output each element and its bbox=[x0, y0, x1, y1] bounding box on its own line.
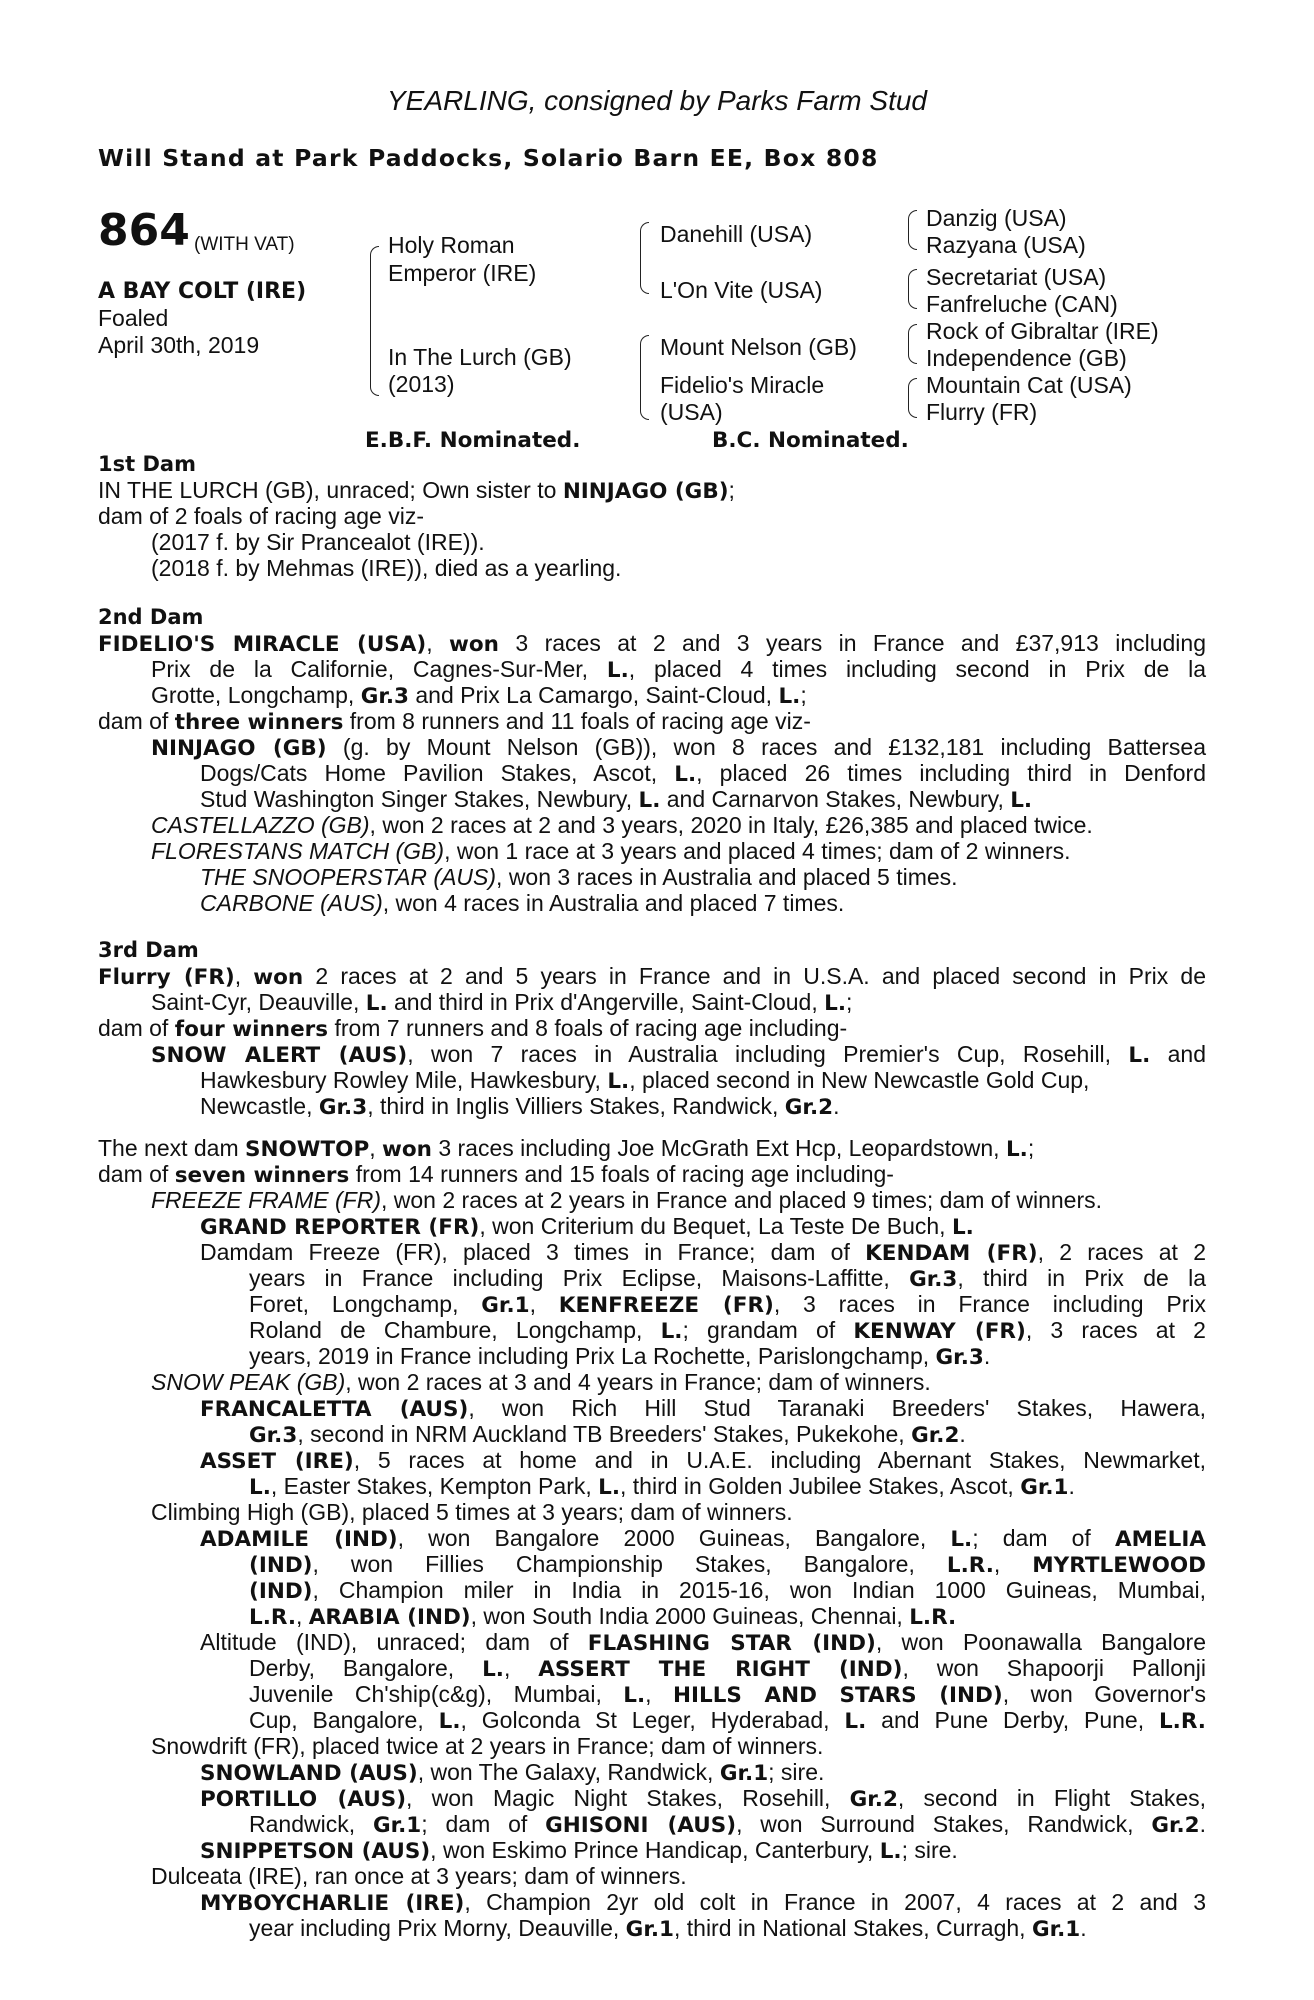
horse-name: SNOWLAND (AUS) bbox=[200, 1761, 418, 1786]
text-run: , won 3 races in Australia and placed 5 times. bbox=[496, 864, 958, 890]
pedigree-sds: Secretariat (USA) bbox=[926, 264, 1107, 290]
text-run: , bbox=[529, 1291, 559, 1317]
text-line bbox=[249, 1266, 1206, 1293]
third-dam-section bbox=[98, 938, 1208, 1123]
horse-name: FLASHING STAR (IND) bbox=[587, 1631, 876, 1656]
text-run: , placed 4 times including second in Prix de la bbox=[628, 656, 1206, 682]
horse-name: THE SNOOPERSTAR (AUS) bbox=[200, 864, 497, 890]
race-grade: L. bbox=[1128, 1043, 1151, 1068]
text-run: , 3 races in France including Prix bbox=[773, 1291, 1206, 1317]
text-run: years in France including Prix Eclipse, Maisons-Laffitte, bbox=[249, 1265, 910, 1291]
text-run: , won 2 races at 3 and 4 years in France; dam of winners. bbox=[345, 1369, 931, 1395]
section-heading: 2nd Dam bbox=[98, 605, 204, 629]
race-grade: L.R. bbox=[909, 1605, 957, 1630]
pedigree-brace bbox=[908, 378, 917, 418]
text-line bbox=[151, 1734, 823, 1760]
text-run: Hawkesbury Rowley Mile, Hawkesbury, bbox=[200, 1067, 608, 1093]
text-run: Juvenile Ch'ship(c&g), Mumbai, bbox=[249, 1681, 624, 1707]
race-grade: Gr.2 bbox=[849, 1787, 898, 1812]
text-line bbox=[200, 891, 844, 917]
race-grade: L. bbox=[844, 1709, 867, 1734]
bold-term: won bbox=[449, 632, 499, 657]
text-line bbox=[151, 1864, 687, 1890]
text-run: Foret, Longchamp, bbox=[249, 1291, 482, 1317]
text-line bbox=[249, 1604, 956, 1631]
text-line bbox=[200, 1396, 1206, 1423]
bc-nominated: B.C. Nominated. bbox=[712, 428, 909, 453]
text-line bbox=[249, 1916, 1087, 1943]
horse-name: SNIPPETSON (AUS) bbox=[200, 1839, 431, 1864]
pedigree-ds: Mount Nelson (GB) bbox=[660, 334, 857, 360]
pedigree-ddd: Flurry (FR) bbox=[926, 399, 1038, 425]
race-grade: Gr.3 bbox=[935, 1345, 984, 1370]
pedigree-sire-1: Holy Roman bbox=[388, 232, 515, 258]
pedigree-dsd: Independence (GB) bbox=[926, 345, 1127, 371]
text-run: . bbox=[833, 1093, 840, 1119]
text-line bbox=[151, 1370, 931, 1396]
text-line bbox=[200, 1448, 1206, 1475]
bold-term: three winners bbox=[174, 710, 344, 735]
text-run: Dulceata (IRE), ran once at 3 years; dam of winners. bbox=[151, 1863, 687, 1889]
text-run: , 3 races at 2 bbox=[1025, 1317, 1206, 1343]
text-run: , bbox=[234, 963, 254, 989]
text-line bbox=[98, 964, 1206, 991]
race-grade: L. bbox=[660, 1319, 683, 1344]
text-line bbox=[249, 1812, 1206, 1839]
text-run: , bbox=[645, 1681, 674, 1707]
text-run: and Prix La Camargo, Saint-Cloud, bbox=[409, 682, 779, 708]
text-line bbox=[98, 631, 1206, 658]
text-run: Grotte, Longchamp, bbox=[151, 682, 361, 708]
horse-name: KENFREEZE (FR) bbox=[558, 1293, 774, 1318]
text-run: , Easter Stakes, Kempton Park, bbox=[270, 1473, 599, 1499]
horse-name: PORTILLO (AUS) bbox=[200, 1787, 407, 1812]
race-grade: Gr.3 bbox=[360, 684, 409, 709]
pedigree-dd-1: Fidelio's Miracle bbox=[660, 372, 825, 398]
text-run: and bbox=[1150, 1041, 1207, 1067]
text-run: . bbox=[1080, 1915, 1087, 1941]
race-grade: L. bbox=[638, 788, 661, 813]
text-run: ; bbox=[728, 477, 735, 503]
text-run: ; dam of bbox=[421, 1811, 546, 1837]
text-line: (2018 f. by Mehmas (IRE)), died as a yearling. bbox=[151, 555, 622, 581]
horse-name: AMELIA bbox=[1114, 1527, 1207, 1552]
pedigree-dds: Mountain Cat (USA) bbox=[926, 372, 1132, 398]
text-line bbox=[98, 709, 811, 736]
text-run: ; bbox=[800, 682, 807, 708]
text-run: , placed 26 times including third in Denford bbox=[696, 760, 1206, 786]
text-run: , 5 races at home and in U.A.E. including Abernant Stakes, Newmarket, bbox=[353, 1447, 1207, 1473]
text-run: and Carnarvon Stakes, Newbury, bbox=[660, 786, 1011, 812]
text-run: , bbox=[503, 1655, 539, 1681]
text-line bbox=[98, 478, 735, 505]
text-run: dam of bbox=[98, 708, 175, 734]
text-line bbox=[200, 1890, 1206, 1917]
text-run: year including Prix Morny, Deauville, bbox=[249, 1915, 626, 1941]
horse-name: KENDAM (FR) bbox=[865, 1241, 1038, 1266]
foaled-date: April 30th, 2019 bbox=[98, 332, 260, 358]
text-line bbox=[249, 1656, 1206, 1683]
pedigree-dam-1: In The Lurch (GB) bbox=[388, 344, 572, 370]
text-line: (2017 f. by Sir Prancealot (IRE)). bbox=[151, 529, 485, 555]
pedigree-brace bbox=[908, 210, 917, 250]
horse-name: CASTELLAZZO (GB) bbox=[151, 812, 370, 838]
text-line bbox=[151, 1500, 793, 1526]
text-line bbox=[98, 1136, 1034, 1163]
text-run: Altitude (IND), unraced; dam of bbox=[200, 1629, 588, 1655]
race-grade: L. bbox=[438, 1709, 461, 1734]
horse-name: FRANCALETTA (AUS) bbox=[200, 1397, 469, 1422]
horse-name: FIDELIO'S MIRACLE (USA) bbox=[98, 632, 427, 657]
text-run: , won Surround Stakes, Randwick, bbox=[736, 1811, 1152, 1837]
text-run: and third in Prix d'Angerville, Saint-Cloud, bbox=[387, 989, 825, 1015]
text-run: . bbox=[1199, 1811, 1207, 1837]
ebf-nominated: E.B.F. Nominated. bbox=[365, 428, 581, 453]
race-grade: L. bbox=[623, 1683, 646, 1708]
horse-name: NINJAGO (GB) bbox=[151, 736, 327, 761]
text-run: , third in National Stakes, Curragh, bbox=[673, 1915, 1032, 1941]
text-run: ; sire. bbox=[901, 1837, 958, 1863]
race-grade: L.R. bbox=[1158, 1709, 1206, 1734]
text-run: , second in NRM Auckland TB Breeders' Stakes, Pukekohe, bbox=[297, 1421, 912, 1447]
pedigree-ss: Danehill (USA) bbox=[660, 221, 813, 247]
text-line bbox=[249, 1474, 1075, 1501]
pedigree-ssd: Razyana (USA) bbox=[926, 232, 1086, 258]
horse-name: HILLS AND STARS (IND) bbox=[673, 1683, 1003, 1708]
text-line bbox=[98, 1016, 847, 1043]
text-run: , bbox=[426, 630, 450, 656]
text-line bbox=[200, 1526, 1206, 1553]
race-grade: L. bbox=[951, 1215, 974, 1240]
text-run: 3 races including Joe McGrath Ext Hcp, Leopardstown, bbox=[431, 1135, 1006, 1161]
consignment-title: YEARLING, consigned by Parks Farm Stud bbox=[387, 85, 927, 116]
race-grade: L. bbox=[249, 1475, 271, 1500]
text-run: years, 2019 in France including Prix La Rochette, Parislongchamp, bbox=[249, 1343, 936, 1369]
text-line bbox=[151, 683, 807, 710]
text-line bbox=[249, 1318, 1206, 1345]
text-line bbox=[200, 1068, 1089, 1095]
pedigree-brace bbox=[640, 335, 649, 420]
text-run: , won Eskimo Prince Handicap, Canterbury, bbox=[430, 1837, 880, 1863]
horse-name: SNOW PEAK (GB) bbox=[151, 1369, 346, 1395]
text-run: Cup, Bangalore, bbox=[249, 1707, 439, 1733]
text-run: . bbox=[983, 1343, 991, 1369]
pedigree-brace bbox=[908, 324, 917, 364]
text-run: Derby, Bangalore, bbox=[249, 1655, 483, 1681]
text-run: , won South India 2000 Guineas, Chennai, bbox=[470, 1603, 910, 1629]
race-grade: Gr.3 bbox=[249, 1423, 298, 1448]
text-run: , won Rich Hill Stud Taranaki Breeders' Stakes, Hawera, bbox=[468, 1395, 1206, 1421]
horse-name: (IND) bbox=[249, 1553, 313, 1578]
text-line bbox=[200, 1094, 839, 1121]
race-grade: L. bbox=[482, 1657, 504, 1682]
text-run: Roland de Chambure, Longchamp, bbox=[249, 1317, 661, 1343]
horse-name: FREEZE FRAME (FR) bbox=[151, 1187, 381, 1213]
text-line bbox=[200, 1630, 1206, 1657]
next-dam-section bbox=[98, 1136, 1208, 1956]
lot-title: A BAY COLT (IRE) bbox=[98, 279, 307, 304]
horse-name: MYRTLEWOOD bbox=[1032, 1553, 1207, 1578]
text-line bbox=[249, 1552, 1206, 1579]
race-grade: L. bbox=[879, 1839, 902, 1864]
text-run: ; grandam of bbox=[682, 1317, 854, 1343]
text-run: , bbox=[993, 1551, 1033, 1577]
race-grade: L. bbox=[598, 1475, 621, 1500]
race-grade: L.R. bbox=[249, 1605, 296, 1630]
race-grade: L. bbox=[1005, 1137, 1028, 1162]
text-run: Damdam Freeze (FR), placed 3 times in France; dam of bbox=[200, 1239, 866, 1265]
text-run: . bbox=[959, 1421, 966, 1447]
race-grade: Gr.1 bbox=[625, 1917, 674, 1942]
text-run: from 7 runners and 8 foals of racing age including- bbox=[328, 1015, 848, 1041]
stand-location: Will Stand at Park Paddocks, Solario Barn EE, Box 808 bbox=[98, 144, 879, 172]
race-grade: Gr.2 bbox=[1151, 1813, 1200, 1838]
horse-name: KENWAY (FR) bbox=[853, 1319, 1026, 1344]
text-line bbox=[151, 813, 1093, 839]
horse-name: FLORESTANS MATCH (GB) bbox=[151, 838, 445, 864]
foaled-label: Foaled bbox=[98, 305, 169, 331]
text-line bbox=[200, 1240, 1206, 1267]
race-grade: Gr.1 bbox=[719, 1761, 769, 1786]
race-grade: L.R. bbox=[946, 1553, 994, 1578]
text-run: dam of bbox=[98, 1161, 175, 1187]
text-run: , third in Inglis Villiers Stakes, Randwick, bbox=[367, 1093, 785, 1119]
text-run: , won Magic Night Stakes, Rosehill, bbox=[406, 1785, 850, 1811]
text-line bbox=[151, 1042, 1206, 1069]
text-line bbox=[151, 735, 1206, 762]
text-run: , bbox=[296, 1603, 309, 1629]
pedigree-dd-2: (USA) bbox=[660, 399, 723, 425]
bold-term: four winners bbox=[174, 1017, 329, 1042]
horse-name: GHISONI (AUS) bbox=[545, 1813, 737, 1838]
race-grade: L. bbox=[1010, 788, 1033, 813]
text-line bbox=[98, 1162, 894, 1189]
text-line bbox=[151, 839, 1071, 865]
pedigree-brace bbox=[370, 246, 379, 396]
text-run: Climbing High (GB), placed 5 times at 3 years; dam of winners. bbox=[151, 1499, 793, 1525]
horse-name: Flurry (FR) bbox=[98, 965, 235, 990]
horse-name: MYBOYCHARLIE (IRE) bbox=[200, 1891, 465, 1916]
bold-term: seven winners bbox=[174, 1163, 350, 1188]
horse-name: ADAMILE (IND) bbox=[200, 1527, 398, 1552]
text-run: , won 2 races at 2 and 3 years, 2020 in Italy, £26,385 and placed twice. bbox=[369, 812, 1093, 838]
text-run: dam of bbox=[98, 1015, 175, 1041]
second-dam-section bbox=[98, 605, 1208, 915]
bold-term: won bbox=[253, 965, 304, 990]
race-grade: Gr.2 bbox=[784, 1095, 834, 1120]
text-line bbox=[249, 1344, 990, 1371]
text-run: The next dam bbox=[98, 1135, 246, 1161]
text-line bbox=[200, 1214, 974, 1241]
text-line bbox=[151, 990, 852, 1017]
text-line bbox=[200, 1786, 1206, 1813]
text-run: , 2 races at 2 bbox=[1037, 1239, 1206, 1265]
race-grade: L. bbox=[365, 991, 388, 1016]
pedigree-sdd: Fanfreluche (CAN) bbox=[926, 291, 1118, 317]
text-run: , won Shapoorji Pallonji bbox=[902, 1655, 1206, 1681]
text-line bbox=[200, 1760, 824, 1787]
text-run: 2 races at 2 and 5 years in France and in U.S.A. and placed second in Prix de bbox=[303, 963, 1207, 989]
text-run: and Pune Derby, Pune, bbox=[866, 1707, 1159, 1733]
text-line bbox=[200, 761, 1206, 788]
text-run: , won 7 races in Australia including Premier's Cup, Rosehill, bbox=[407, 1041, 1129, 1067]
text-run: (g. by Mount Nelson (GB)), won 8 races and £132,181 including Battersea bbox=[326, 734, 1206, 760]
race-grade: L. bbox=[674, 762, 697, 787]
pedigree-dss: Rock of Gibraltar (IRE) bbox=[926, 318, 1159, 344]
text-run: Saint-Cyr, Deauville, bbox=[151, 989, 366, 1015]
lot-number: 864 bbox=[98, 205, 190, 256]
pedigree-dam-2: (2013) bbox=[388, 371, 455, 397]
race-grade: Gr.1 bbox=[372, 1813, 422, 1838]
text-line bbox=[151, 657, 1206, 684]
first-dam-section bbox=[98, 452, 1208, 582]
horse-name: ARABIA (IND) bbox=[308, 1605, 471, 1630]
text-run: , won 4 races in Australia and placed 7 times. bbox=[382, 890, 845, 916]
text-line bbox=[249, 1708, 1206, 1735]
race-grade: Gr.3 bbox=[909, 1267, 958, 1292]
horse-name: (IND) bbox=[249, 1579, 313, 1604]
pedigree-brace bbox=[908, 269, 917, 309]
text-run: from 8 runners and 11 foals of racing age viz- bbox=[343, 708, 811, 734]
text-run: ; sire. bbox=[768, 1759, 825, 1785]
text-run: . bbox=[1068, 1473, 1075, 1499]
text-line: dam of 2 foals of racing age viz- bbox=[98, 503, 424, 529]
race-grade: Gr.2 bbox=[911, 1423, 960, 1448]
text-line bbox=[200, 865, 958, 891]
horse-name: ASSET (IRE) bbox=[200, 1449, 354, 1474]
text-line bbox=[200, 787, 1032, 814]
horse-name: CARBONE (AUS) bbox=[200, 890, 383, 916]
text-run: , won Criterium du Bequet, La Teste De Buch, bbox=[479, 1213, 952, 1239]
text-line bbox=[151, 1188, 1102, 1214]
text-run: , won Poonawalla Bangalore bbox=[875, 1629, 1206, 1655]
pedigree-sire-2: Emperor (IRE) bbox=[388, 260, 537, 286]
race-grade: Gr.1 bbox=[481, 1293, 530, 1318]
text-run: ; bbox=[846, 989, 853, 1015]
text-run: Stud Washington Singer Stakes, Newbury, bbox=[200, 786, 639, 812]
text-run: Newcastle, bbox=[200, 1093, 319, 1119]
pedigree-sd: L'On Vite (USA) bbox=[660, 277, 823, 303]
horse-name: SNOWTOP bbox=[245, 1137, 370, 1162]
text-line bbox=[249, 1682, 1206, 1709]
text-run: ; bbox=[1027, 1135, 1035, 1161]
text-run: Prix de la Californie, Cagnes-Sur-Mer, bbox=[151, 656, 607, 682]
horse-name: ASSERT THE RIGHT (IND) bbox=[538, 1657, 903, 1682]
text-run: , won 2 races at 2 years in France and placed 9 times; dam of winners. bbox=[381, 1187, 1103, 1213]
text-run: Randwick, bbox=[249, 1811, 373, 1837]
vat-note: (WITH VAT) bbox=[194, 234, 295, 255]
race-grade: L. bbox=[778, 684, 801, 709]
pedigree-brace bbox=[640, 222, 649, 294]
text-run: , won Fillies Championship Stakes, Bangalore, bbox=[312, 1551, 947, 1577]
text-run: Snowdrift (FR), placed twice at 2 years in France; dam of winners. bbox=[151, 1733, 824, 1759]
text-run: from 14 runners and 15 foals of racing age including- bbox=[349, 1161, 894, 1187]
text-line bbox=[249, 1578, 1206, 1605]
race-grade: Gr.1 bbox=[1031, 1917, 1081, 1942]
text-run: 3 races at 2 and 3 years in France and £37,913 including bbox=[499, 630, 1206, 656]
horse-name: SNOW ALERT (AUS) bbox=[151, 1043, 408, 1068]
text-line bbox=[249, 1292, 1206, 1319]
text-line bbox=[249, 1422, 966, 1449]
race-grade: L. bbox=[950, 1527, 973, 1552]
race-grade: Gr.3 bbox=[318, 1095, 368, 1120]
text-run: , won Governor's bbox=[1002, 1681, 1206, 1707]
text-run: , won 1 race at 3 years and placed 4 times; dam of 2 winners. bbox=[444, 838, 1071, 864]
pedigree-sss: Danzig (USA) bbox=[926, 205, 1067, 231]
text-run: , third in Golden Jubilee Stakes, Ascot, bbox=[620, 1473, 1021, 1499]
text-run: ; dam of bbox=[972, 1525, 1115, 1551]
text-run: , bbox=[369, 1135, 382, 1161]
section-heading: 1st Dam bbox=[98, 452, 196, 476]
race-grade: L. bbox=[824, 991, 846, 1016]
text-run: , won Bangalore 2000 Guineas, Bangalore, bbox=[397, 1525, 951, 1551]
text-run: , placed second in New Newcastle Gold Cup, bbox=[629, 1067, 1090, 1093]
text-run: , Golconda St Leger, Hyderabad, bbox=[460, 1707, 845, 1733]
bold-term: won bbox=[381, 1137, 432, 1162]
text-run: Dogs/Cats Home Pavilion Stakes, Ascot, bbox=[200, 760, 675, 786]
horse-name: GRAND REPORTER (FR) bbox=[200, 1215, 480, 1240]
race-grade: L. bbox=[606, 658, 629, 683]
text-run: , second in Flight Stakes, bbox=[897, 1785, 1206, 1811]
race-grade: Gr.1 bbox=[1020, 1475, 1069, 1500]
race-grade: L. bbox=[607, 1069, 630, 1094]
text-run: , won The Galaxy, Randwick, bbox=[417, 1759, 720, 1785]
text-run: , third in Prix de la bbox=[957, 1265, 1206, 1291]
text-run: IN THE LURCH (GB), unraced; Own sister to bbox=[98, 477, 563, 503]
text-run: , Champion 2yr old colt in France in 2007, 4 races at 2 and 3 bbox=[464, 1889, 1206, 1915]
horse-name: NINJAGO (GB) bbox=[562, 479, 729, 504]
section-heading: 3rd Dam bbox=[98, 938, 199, 962]
text-run: , Champion miler in India in 2015-16, won Indian 1000 Guineas, Mumbai, bbox=[312, 1577, 1206, 1603]
text-line bbox=[200, 1838, 958, 1865]
